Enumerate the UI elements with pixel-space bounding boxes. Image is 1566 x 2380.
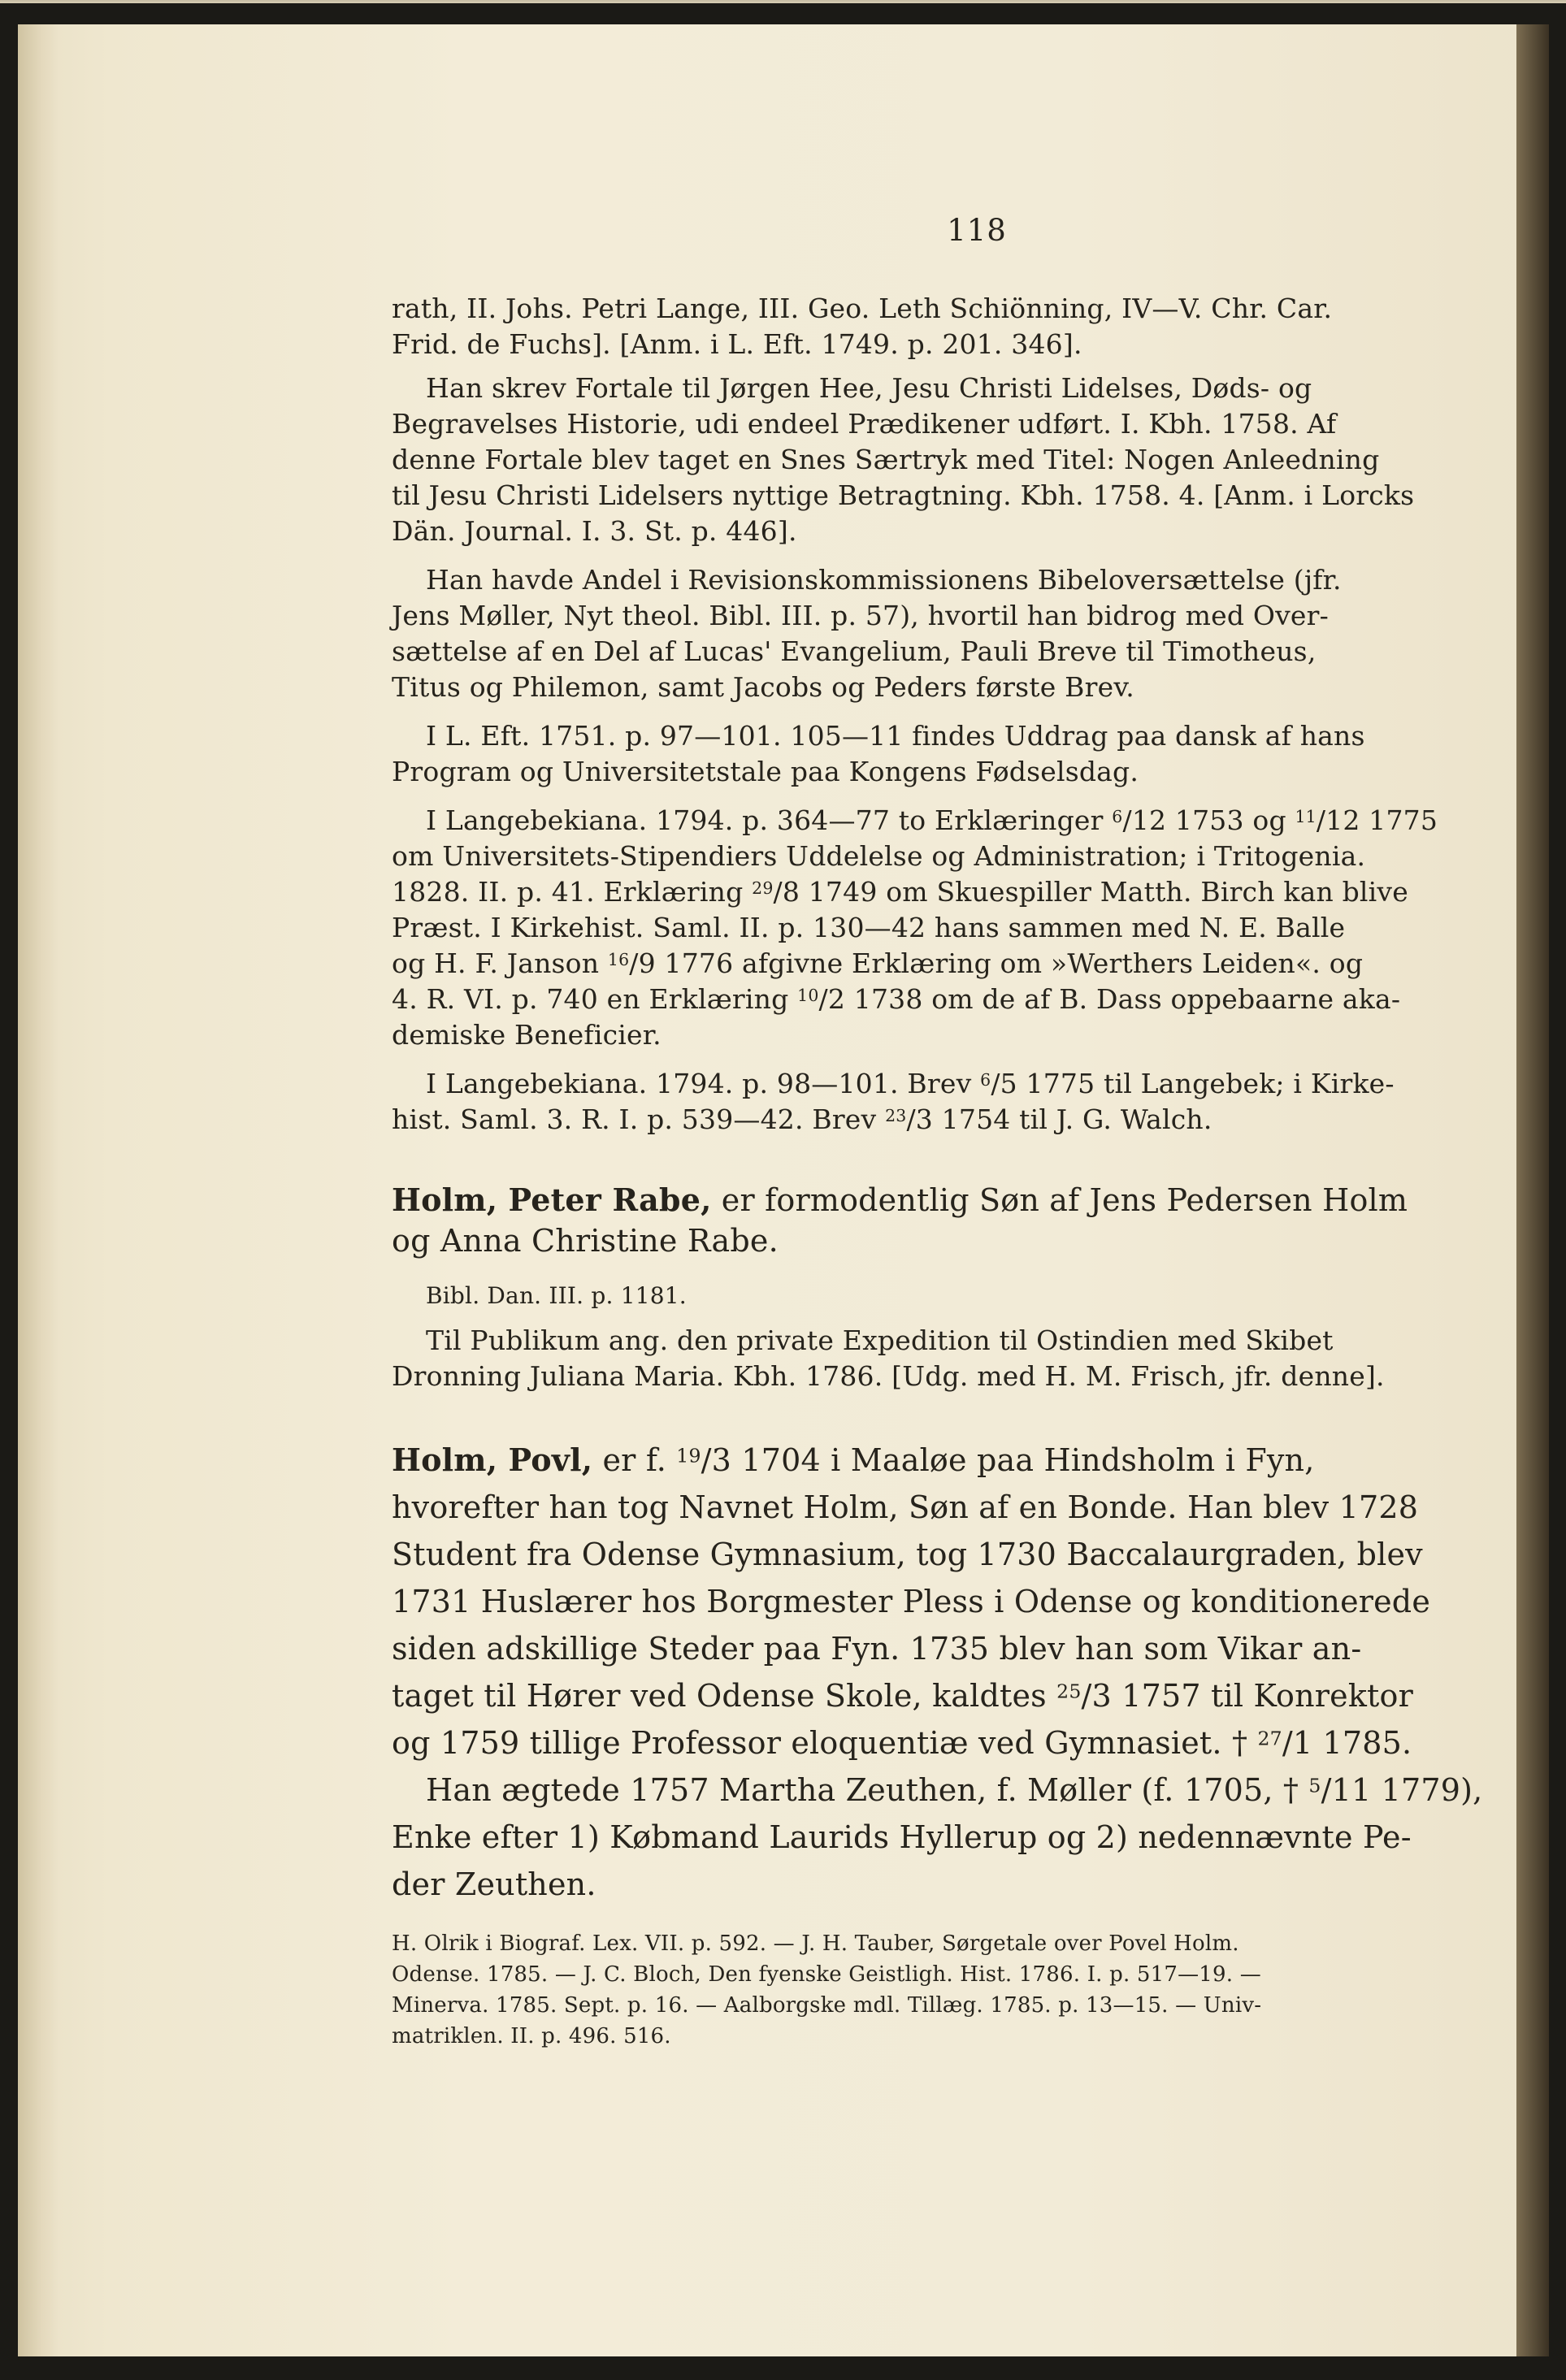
text-line: Titus og Philemon, samt Jacobs og Peders første Brev. <box>392 671 1134 703</box>
text-line: I Langebekiana. 1794. p. 98—101. Brev $^6$/5 1775 til Langebek; i Kirke- <box>426 1068 1395 1099</box>
text-line: hvorefter han tog Navnet Holm, Søn af en Bonde. Han blev 1728 <box>392 1489 1419 1525</box>
source-line: H. Olrik i Biograf. Lex. VII. p. 592. — J. H. Tauber, Sørgetale over Povel Holm. <box>392 1931 1239 1956</box>
source-line: matriklen. II. p. 496. 516. <box>392 2024 671 2048</box>
text-line: demiske Beneficier. <box>392 1019 662 1051</box>
text-line: Program og Universitetstale paa Kongens Fødselsdag. <box>392 756 1139 787</box>
text-line: Enke efter 1) Købmand Laurids Hyllerup og 2) nedennævnte Pe- <box>392 1819 1412 1855</box>
text-line: Præst. I Kirkehist. Saml. II. p. 130—42 hans sammen med N. E. Balle <box>392 912 1346 943</box>
text-line: 1731 Huslærer hos Borgmester Pless i Odense og konditionerede <box>392 1584 1431 1619</box>
page-number: 118 <box>947 213 1007 248</box>
paper-sheet <box>18 24 1531 2356</box>
text-line: Til Publikum ang. den private Expedition til Ostindien med Skibet <box>426 1324 1334 1356</box>
text-line: Han ægtede 1757 Martha Zeuthen, f. Møller (f. 1705, † $^5$/11 1779), <box>426 1772 1483 1808</box>
text-line: rath, II. Johs. Petri Lange, III. Geo. Leth Schiönning, IV—V. Chr. Car. <box>392 293 1333 324</box>
page-gutter <box>18 24 59 2356</box>
text-line: til Jesu Christi Lidelsers nyttige Betragtning. Kbh. 1758. 4. [Anm. i Lorcks <box>392 479 1415 511</box>
text-line: denne Fortale blev taget en Snes Særtryk med Titel: Nogen Anleedning <box>392 444 1380 475</box>
text-line: taget til Hører ved Odense Skole, kaldtes $^{25}$/3 1757 til Konrektor <box>392 1678 1413 1714</box>
text-line: og H. F. Janson $^{16}$/9 1776 afgivne Erklæring om »Werthers Leiden«. og <box>392 947 1364 979</box>
entry-povl-heading: Holm, Povl, er f. $^{19}$/3 1704 i Maaløe paa Hindsholm i Fyn, <box>392 1441 1315 1478</box>
entry-peter-heading: Holm, Peter Rabe, er formodentlig Søn af Jens Pedersen Holm <box>392 1181 1408 1218</box>
text-line: sættelse af en Del af Lucas' Evangelium, Pauli Breve til Timotheus, <box>392 635 1317 667</box>
text-line: Begravelses Historie, udi endeel Prædikener udført. I. Kbh. 1758. Af <box>392 408 1337 440</box>
text-line: Han skrev Fortale til Jørgen Hee, Jesu Christi Lidelses, Døds- og <box>426 372 1312 404</box>
text-line: 4. R. VI. p. 740 en Erklæring $^{10}$/2 1738 om de af B. Dass oppebaarne aka- <box>392 983 1401 1015</box>
text-line: I L. Eft. 1751. p. 97—101. 105—11 findes Uddrag paa dansk af hans <box>426 720 1365 752</box>
text-line: der Zeuthen. <box>392 1866 596 1902</box>
book-top-edge <box>0 0 1566 3</box>
text-line: siden adskillige Steder paa Fyn. 1735 blev han som Vikar an- <box>392 1631 1362 1667</box>
text-line: Student fra Odense Gymnasium, tog 1730 Baccalaurgraden, blev <box>392 1537 1423 1572</box>
text-line: 1828. II. p. 41. Erklæring $^{29}$/8 1749 om Skuespiller Matth. Birch kan blive <box>392 876 1409 908</box>
text-line: Dronning Juliana Maria. Kbh. 1786. [Udg. med H. M. Frisch, jfr. denne]. <box>392 1360 1385 1392</box>
text-line: om Universitets-Stipendiers Uddelelse og Administration; i Tritogenia. <box>392 840 1366 872</box>
text-line: og 1759 tillige Professor eloquentiæ ved Gymnasiet. † $^{27}$/1 1785. <box>392 1725 1412 1761</box>
text-line: Jens Møller, Nyt theol. Bibl. III. p. 57), hvortil han bidrog med Over- <box>392 600 1329 631</box>
text-line: Han havde Andel i Revisionskommissionens Bibeloversættelse (jfr. <box>426 564 1342 596</box>
text-line: Frid. de Fuchs]. [Anm. i L. Eft. 1749. p. 201. 346]. <box>392 328 1082 360</box>
source-line: Minerva. 1785. Sept. p. 16. — Aalborgske mdl. Tillæg. 1785. p. 13—15. — Univ- <box>392 1993 1262 2018</box>
source-line: Odense. 1785. — J. C. Bloch, Den fyenske Geistligh. Hist. 1786. I. p. 517—19. — <box>392 1962 1261 1987</box>
text-line: hist. Saml. 3. R. I. p. 539—42. Brev $^{23}$/3 1754 til J. G. Walch. <box>392 1103 1212 1135</box>
text-line: I Langebekiana. 1794. p. 364—77 to Erklæringer $^6$/12 1753 og $^{11}$/12 1775 <box>426 804 1438 836</box>
source-line: Bibl. Dan. III. p. 1181. <box>426 1282 687 1309</box>
text-line: og Anna Christine Rabe. <box>392 1223 779 1259</box>
entry-name: Holm, Peter Rabe, <box>392 1181 712 1218</box>
entry-name: Holm, Povl, <box>392 1441 593 1478</box>
book-right-edge <box>1516 24 1549 2356</box>
text-line: Dän. Journal. I. 3. St. p. 446]. <box>392 515 797 547</box>
